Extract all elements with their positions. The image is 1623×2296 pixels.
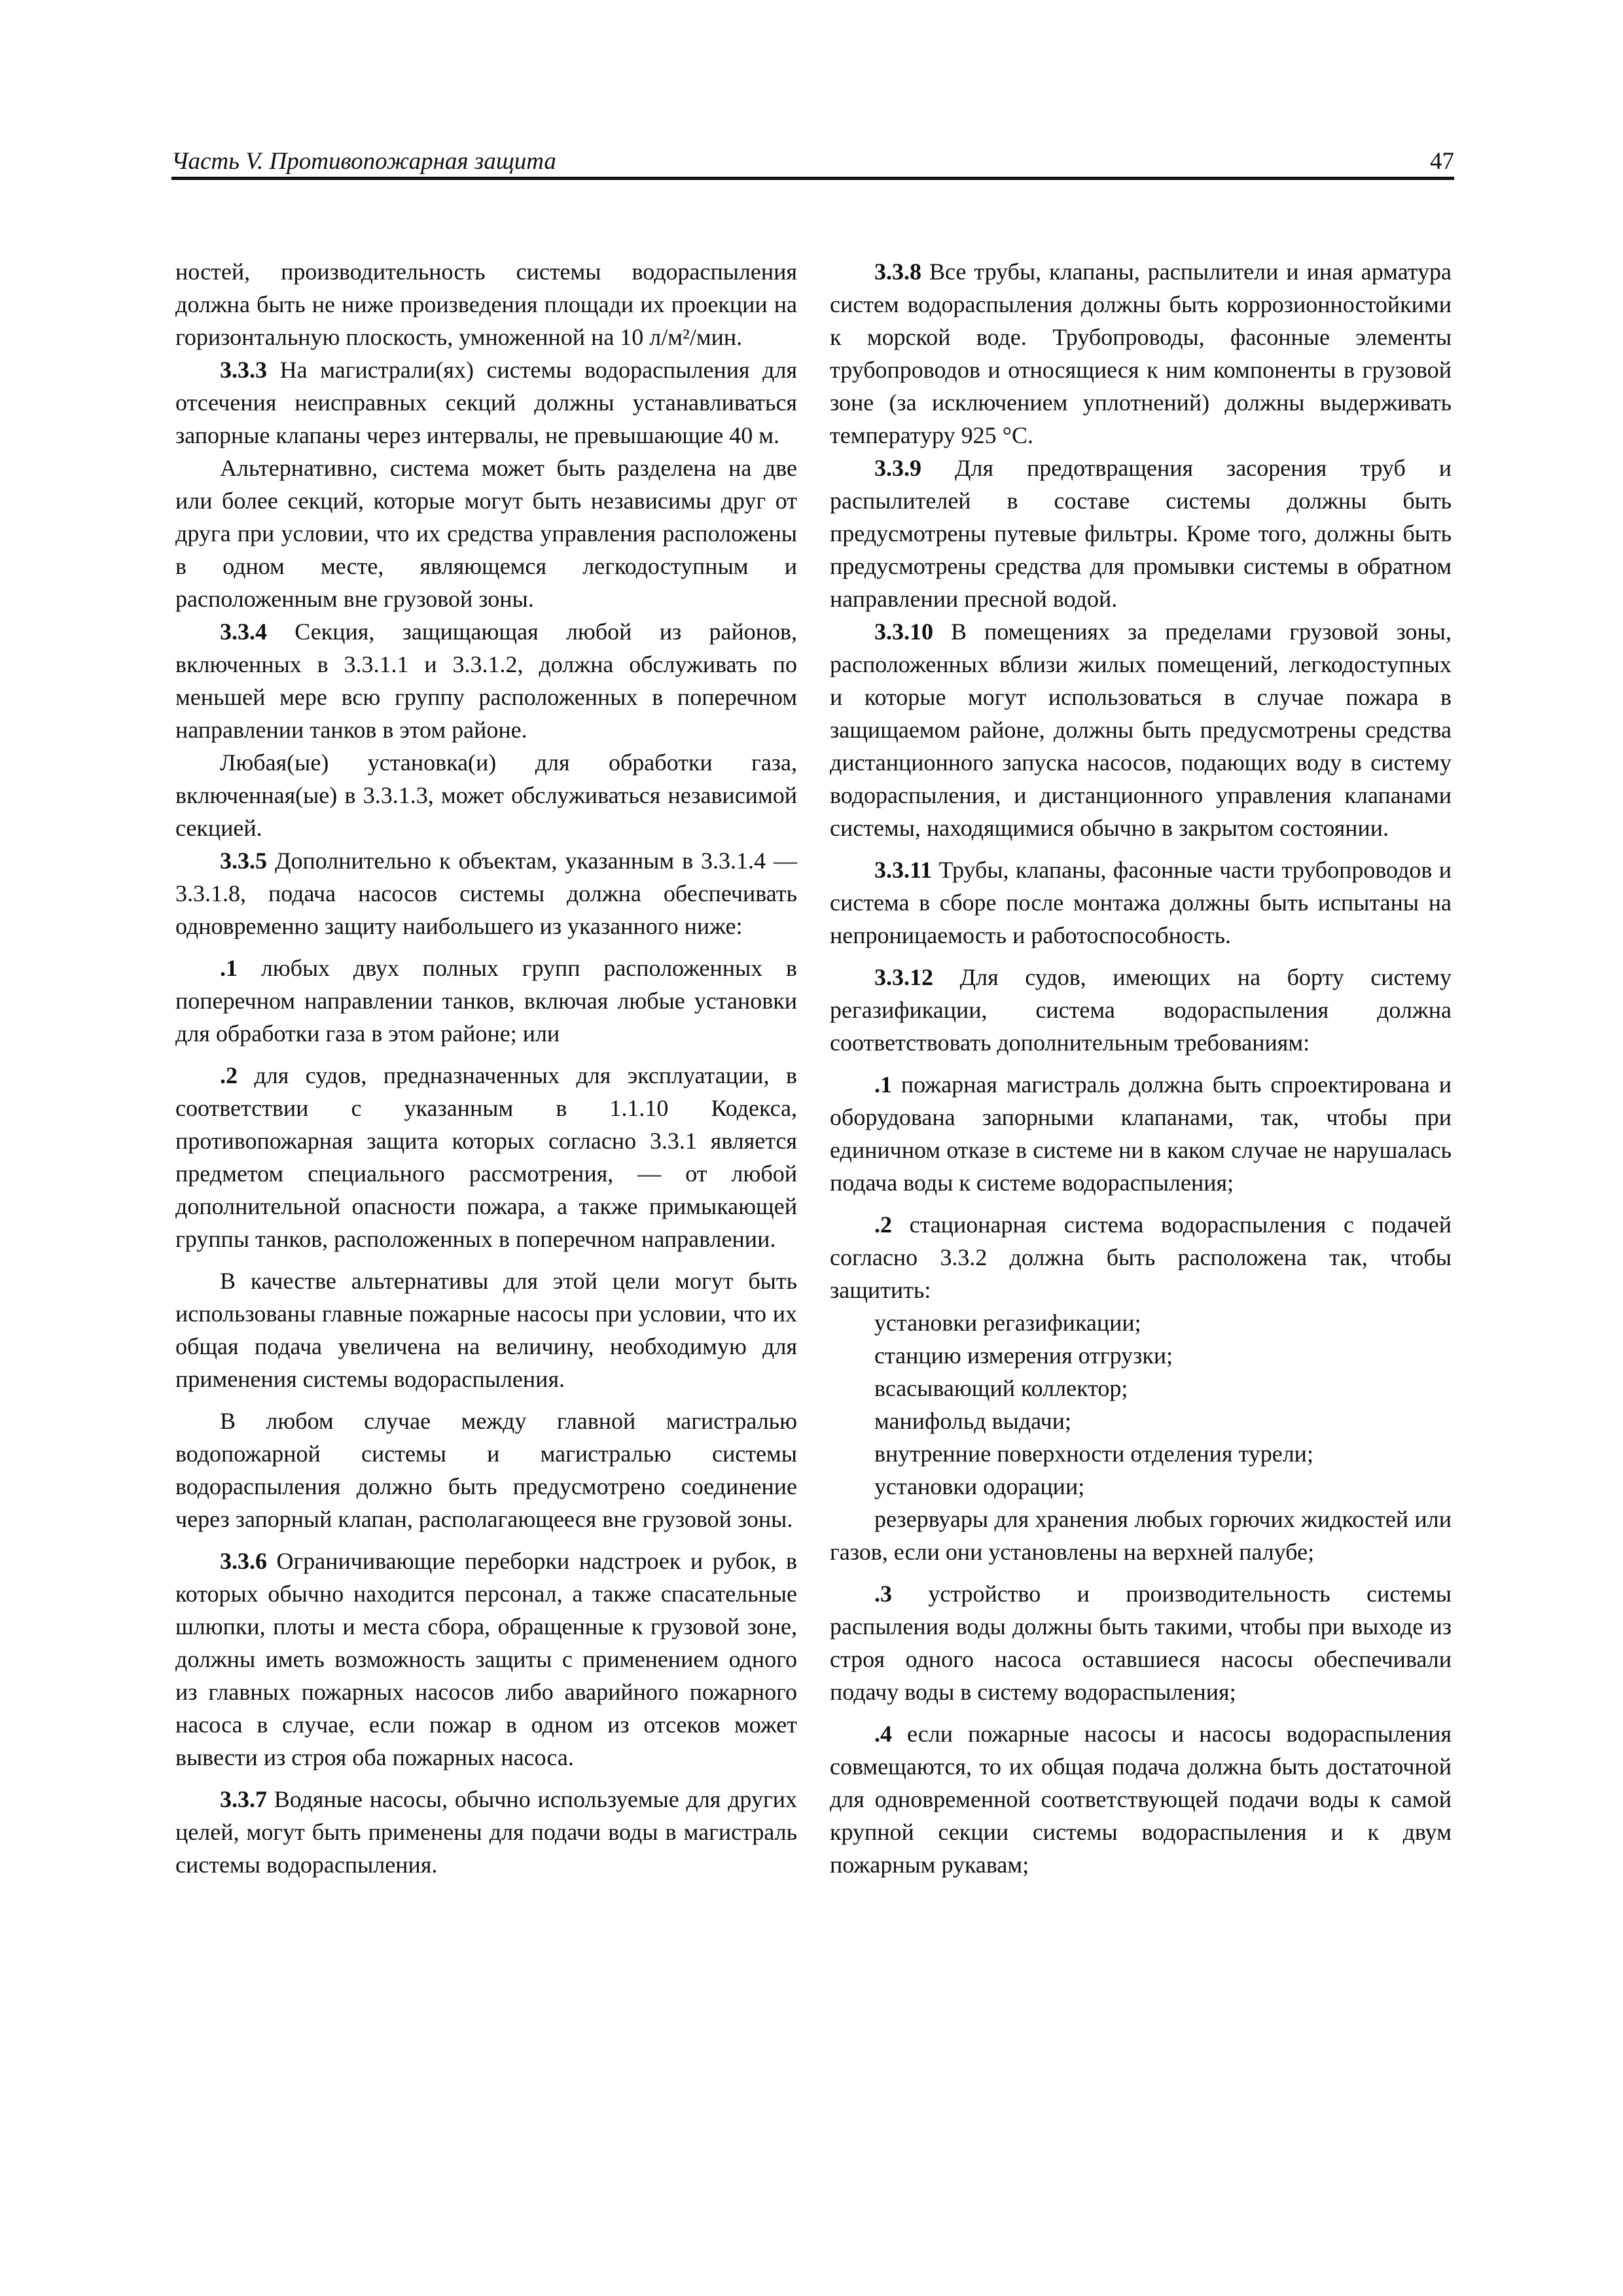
item-number: .4 — [874, 1721, 892, 1747]
paragraph: 3.3.5 Дополнительно к объектам, указанным в 3.3.1.4 — 3.3.1.8, подача насосов системы должна обеспечивать одновременно защиту наибольшего из указанного ниже: — [175, 848, 797, 939]
running-title: Часть V. Противопожарная защита — [171, 148, 556, 175]
clause-number: 3.3.4 — [220, 619, 267, 645]
protected-area-item: установки регазификации; — [874, 1310, 1141, 1336]
clause-number: 3.3.3 — [220, 357, 267, 383]
clause-number: 3.3.8 — [874, 259, 921, 285]
page-number: 47 — [1430, 148, 1454, 175]
list-item: .1 пожарная магистраль должна быть спроектирована и оборудована запорными клапанами, так, чтобы при единичном отказе в системе ни в каком случае не нарушалась подача воды к системе водораспыления; — [830, 1071, 1452, 1196]
clause-number: 3.3.7 — [220, 1786, 267, 1812]
item-number: .2 — [220, 1062, 238, 1088]
clause-number: 3.3.9 — [874, 455, 921, 481]
protected-area-item: установки одорации; — [874, 1473, 1085, 1499]
paragraph: Любая(ые) установка(и) для обработки газа, включенная(ые) в 3.3.1.3, может обслуживаться независимой секцией. — [175, 749, 797, 841]
clause-number: 3.3.5 — [220, 848, 267, 874]
list-item: .2 для судов, предназначенных для эксплуатации, в соответствии с указанным в 1.1.10 Кодекса, противопожарная защита которых согласно 3.3.1 является предметом специального рассмотрения, — от любой дополнительной опасности пожара, а также примыкающей группы танков, расположенных в поперечном направлении. — [175, 1062, 797, 1252]
protected-area-item: манифольд выдачи; — [874, 1408, 1072, 1434]
clause-number: 3.3.12 — [874, 964, 933, 990]
protected-area-item: всасывающий коллектор; — [874, 1375, 1128, 1401]
clause-number: 3.3.10 — [874, 619, 933, 645]
protected-area-item: резервуары для хранения любых горючих жидкостей или газов, если они установлены на верхней палубе; — [830, 1506, 1452, 1565]
list-item: .2 стационарная система водораспыления с подачей согласно 3.3.2 должна быть расположена так, чтобы защитить: — [830, 1211, 1452, 1303]
protected-area-item: станцию измерения отгрузки; — [874, 1342, 1173, 1369]
paragraph: 3.3.7 Водяные насосы, обычно используемые для других целей, могут быть применены для подачи воды в магистраль системы водораспыления. — [175, 1786, 797, 1878]
paragraph: 3.3.12 Для судов, имеющих на борту систему регазификации, система водораспыления должна соответствовать дополнительным требованиям: — [830, 964, 1452, 1056]
list-item: .3 устройство и производительность системы распыления воды должны быть такими, чтобы при выходе из строя одного насоса оставшиеся насосы обеспечивали подачу воды в систему водораспыления; — [830, 1581, 1452, 1705]
paragraph: 3.3.10 В помещениях за пределами грузовой зоны, расположенных вблизи жилых помещений, легкодоступных и которые могут использоваться в случае пожара в защищаемом районе, должны быть предусмотрены средства дистанционного запуска насосов, подающих воду в систему водораспыления, и дистанционного управления клапанами системы, находящимися обычно в закрытом состоянии. — [830, 619, 1452, 841]
item-number: .1 — [874, 1071, 892, 1098]
protected-area-item: внутренние поверхности отделения турели; — [874, 1441, 1313, 1467]
list-item: .1 любых двух полных групп расположенных в поперечном направлении танков, включая любые установки для обработки газа в этом районе; или — [175, 955, 797, 1047]
paragraph: В качестве альтернативы для этой цели могут быть использованы главные пожарные насосы при условии, что их общая подача увеличена на величину, необходимую для применения системы водораспыления. — [175, 1268, 797, 1392]
item-number: .2 — [874, 1211, 892, 1238]
paragraph: 3.3.3 На магистрали(ях) системы водораспыления для отсечения неисправных секций должны устанавливаться запорные клапаны через интервалы, не превышающие 40 м. — [175, 357, 797, 448]
paragraph: 3.3.9 Для предотвращения засорения труб и распылителей в составе системы должны быть предусмотрены путевые фильтры. Кроме того, должны быть предусмотрены средства для промывки системы в обратном направлении пресной водой. — [830, 455, 1452, 612]
header-rule — [171, 177, 1454, 180]
paragraph: Альтернативно, система может быть разделена на две или более секций, которые могут быть независимы друг от друга при условии, что их средства управления расположены в одном месте, являющемся легкодоступным и расположенным вне грузовой зоны. — [175, 455, 797, 612]
paragraph: ностей, производительность системы водораспыления должна быть не ниже произведения площади их проекции на горизонтальную плоскость, умноженной на 10 л/м²/мин. — [175, 259, 797, 350]
right-column — [830, 255, 1452, 1881]
paragraph: 3.3.4 Секция, защищающая любой из районов, включенных в 3.3.1.1 и 3.3.1.2, должна обслуживать по меньшей мере всю группу расположенных в поперечном направлении танков в этом районе. — [175, 619, 797, 743]
paragraph: 3.3.11 Трубы, клапаны, фасонные части трубопроводов и система в сборе после монтажа должны быть испытаны на непроницаемость и работоспособность. — [830, 857, 1452, 948]
paragraph: В любом случае между главной магистралью водопожарной системы и магистралью системы водораспыления должно быть предусмотрено соединение через запорный клапан, располагающееся вне грузовой зоны. — [175, 1408, 797, 1532]
item-number: .1 — [220, 955, 238, 981]
clause-number: 3.3.6 — [220, 1548, 267, 1574]
left-column — [175, 255, 797, 1881]
item-number: .3 — [874, 1581, 892, 1607]
clause-number: 3.3.11 — [874, 857, 933, 883]
list-item: .4 если пожарные насосы и насосы водораспыления совмещаются, то их общая подача должна быть достаточной для одновременной соответствующей подачи воды к самой крупной секции системы водораспыления и к двум пожарным рукавам; — [830, 1721, 1452, 1878]
paragraph: 3.3.6 Ограничивающие переборки надстроек и рубок, в которых обычно находится персонал, а также спасательные шлюпки, плоты и места сбора, обращенные к грузовой зоне, должны иметь возможность защиты с применением одного из главных пожарных насосов либо аварийного пожарного насоса в случае, если пожар в одном из отсеков может вывести из строя оба пожарных насоса. — [175, 1548, 797, 1770]
paragraph: 3.3.8 Все трубы, клапаны, распылители и иная арматура систем водораспыления должны быть коррозионностойкими к морской воде. Трубопроводы, фасонные элементы трубопроводов и относящиеся к ним компоненты в грузовой зоне (за исключением уплотнений) должны выдерживать температуру 925 °С. — [830, 259, 1452, 448]
